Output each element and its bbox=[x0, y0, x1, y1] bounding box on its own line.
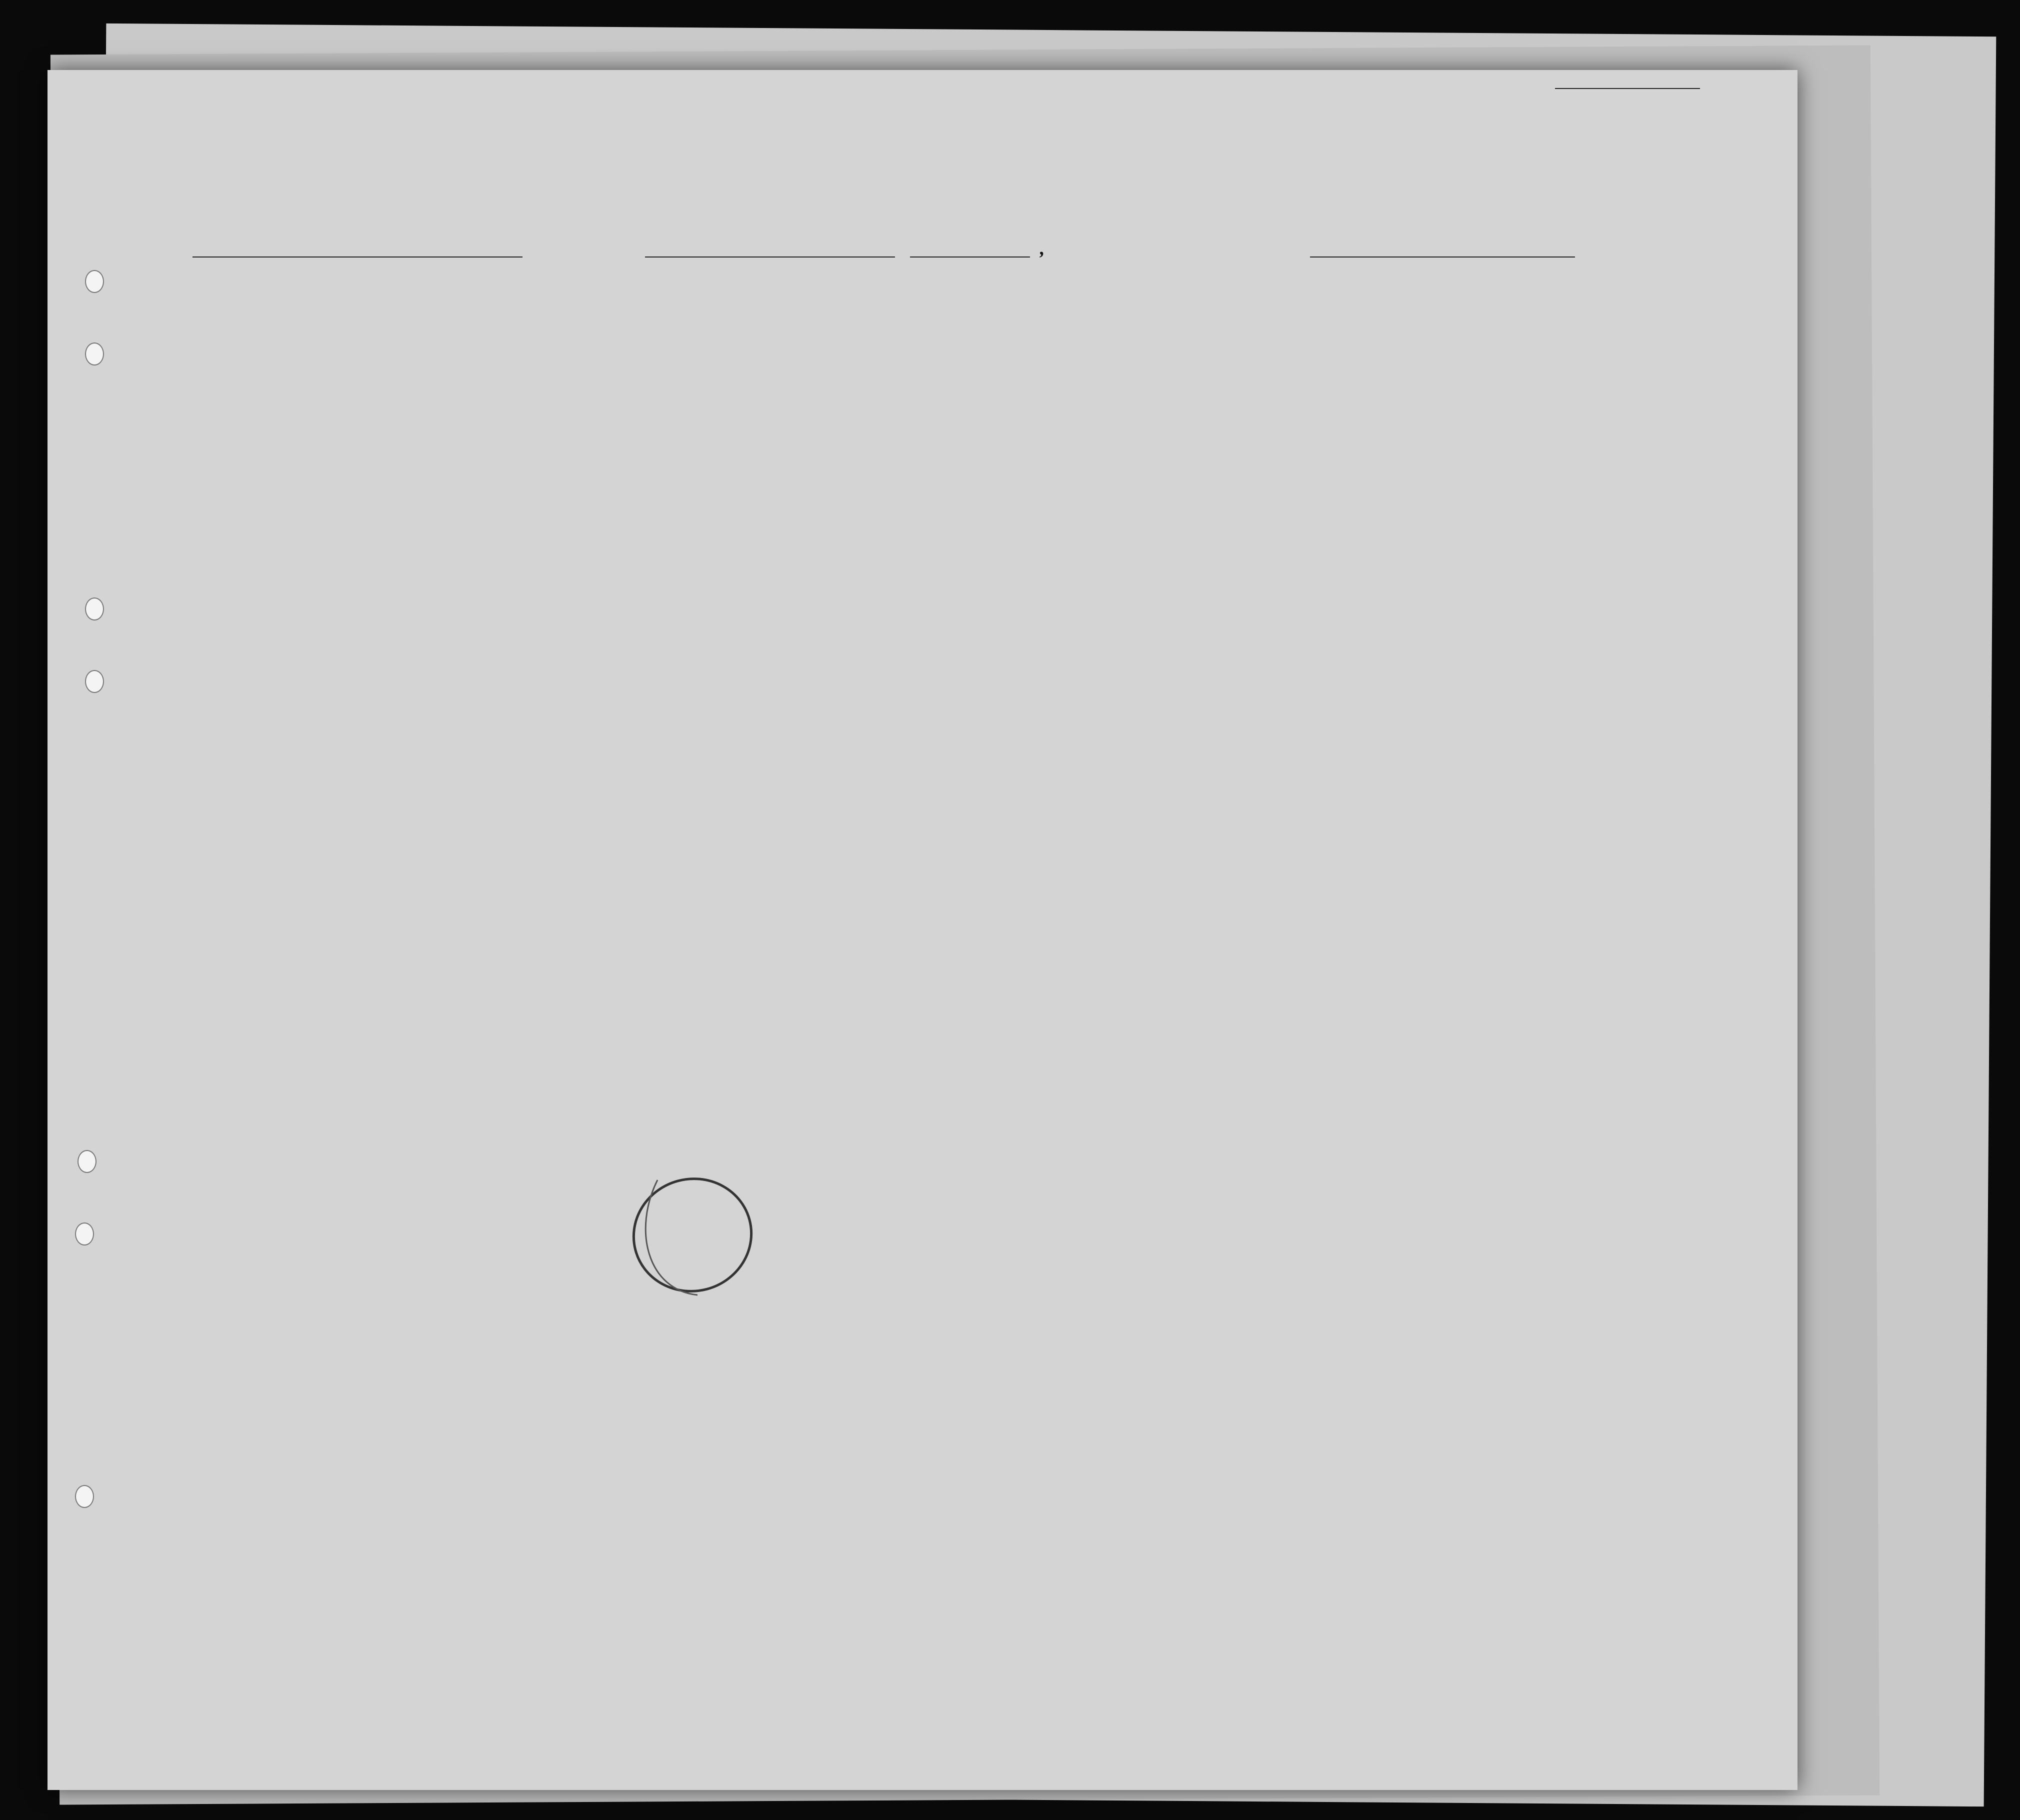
circled-stamp bbox=[628, 1170, 758, 1300]
sailing-year: , bbox=[1040, 238, 1045, 259]
